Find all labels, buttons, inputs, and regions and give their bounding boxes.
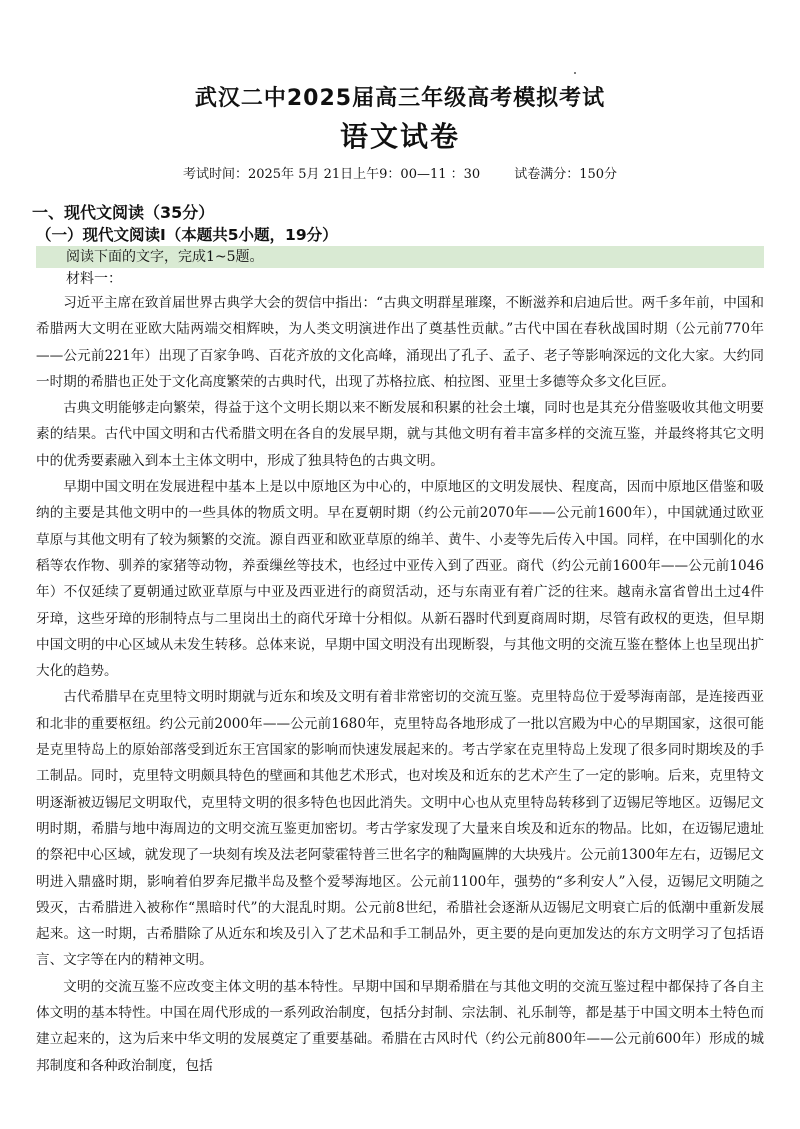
full-score: 试卷满分：150分: [514, 167, 618, 182]
exam-title: 武汉二中2025届高三年级高考模拟考试: [194, 86, 606, 111]
reading-instruction: 阅读下面的文字，完成1~5题。: [36, 246, 764, 268]
exam-time: 考试时间：2025年 5月 21日上午9：00—11 ：30: [182, 167, 481, 182]
paragraph: 古典文明能够走向繁荣，得益于这个文明长期以来不断发展和积累的社会土壤，同时也是其充分借鉴吸收其他文明要素的结果。古代中国文明和古代希腊文明在各自的发展早期，就与其他文明有着丰富多样的交流互鉴，并最终将其它文明中的优秀要素融入到本土主体文明中，形成了独具特色的古典文明。: [36, 400, 764, 469]
subsection-heading: （一）现代文阅读Ⅰ（本题共5小题，19分）: [36, 226, 338, 244]
paragraph: 早期中国文明在发展进程中基本上是以中原地区为中心的，中原地区的文明发展快、程度高，因而中原地区借鉴和吸纳的主要是其他文明中的一些具体的物质文明。早在夏朝时期（约公元前2070年——公元前1600年），中国就通过欧亚草原与其他文明有了较为频繁的交流。源自西亚和欧亚草原的绵羊、黄牛、小麦等先后传入中国。同样，在中国驯化的水稻等农作物、驯养的家猪等动物，养蚕缫丝等技术，也经过中亚传入到了西亚。商代（约公元前1600年——公元前1046年）不仅延续了夏朝通过欧亚草原与中亚及西亚进行的商贸活动，还与东南亚有着广泛的往来。越南永富省曾出土过4件牙璋，这些牙璋的形制特点与二里岗出土的商代牙璋十分相似。从新石器时代到夏商周时期，尽管有政权的更迭，但早期中国文明的中心区域从未发生转移。总体来说，早期中国文明没有出现断裂，与其他文明的交流互鉴在整体上也呈现出扩大化的趋势。: [36, 479, 764, 680]
section-heading: 一、现代文阅读（35分）: [32, 203, 215, 222]
paragraph: 习近平主席在致首届世界古典学大会的贺信中指出：“古典文明群星璀璨，不断滋养和启迪后世。两千多年前，中国和希腊两大文明在亚欧大陆两端交相辉映，为人类文明演进作出了奠基性贡献。”古代中国在春秋战国时期（公元前770年——公元前221年）出现了百家争鸣、百花齐放的文化高峰，涌现出了孔子、孟子、老子等影响深远的文化大家。大约同一时期的希腊也正处于文化高度繁荣的古典时代，出现了苏格拉底、柏拉图、亚里士多德等众多文化巨匠。: [36, 295, 764, 390]
paragraph: 古代希腊早在克里特文明时期就与近东和埃及文明有着非常密切的交流互鉴。克里特岛位于爱琴海南部，是连接西亚和北非的重要枢纽。约公元前2000年——公元前1680年，克里特岛各地形成了一批以宫殿为中心的早期国家，这很可能是克里特岛上的原始部落受到近东王宫国家的影响而快速发展起来的。考古学家在克里特岛上发现了很多同时期埃及的手工制品。同时，克里特文明颇具特色的壁画和其他艺术形式，也对埃及和近东的艺术产生了一定的影响。后来，克里特文明逐渐被迈锡尼文明取代，克里特文明的很多特色也因此消失。文明中心也从克里特岛转移到了迈锡尼等地区。迈锡尼文明时期，希腊与地中海周边的文明交流互鉴更加密切。考古学家发现了大量来自埃及和近东的物品。比如，在迈锡尼遗址的祭祀中心区域，就发现了一块刻有埃及法老阿蒙霍特普三世名字的釉陶匾牌的大块残片。公元前1300年左右，迈锡尼文明进入鼎盛时期，影响着伯罗奔尼撒半岛及整个爱琴海地区。公元前1100年，强势的“多利安人”入侵，迈锡尼文明随之毁灭，古希腊进入被称作“黑暗时代”的大混乱时期。公元前8世纪，希腊社会逐渐从迈锡尼文明衰亡后的低潮中重新发展起来。这一时期，古希腊除了从近东和埃及引入了艺术品和手工制品外，更主要的是向更加发达的东方文明学习了包括语言、文字等在内的精神文明。: [36, 689, 764, 969]
paper-title: 语文试卷: [339, 120, 460, 153]
exam-info-line: [36, 162, 764, 188]
decorative-dot: [574, 72, 576, 74]
paragraph: 文明的交流互鉴不应改变主体文明的基本特性。早期中国和早期希腊在与其他文明的交流互鉴过程中都保持了各自主体文明的基本特性。中国在周代形成的一系列政治制度，包括分封制、宗法制、礼乐制等，都是基于中国文明本土特色而建立起来的，这为后来中华文明的发展奠定了重要基础。希腊在古风时代（约公元前800年——公元前600年）形成的城邦制度和各种政治制度，包括: [36, 978, 764, 1074]
material-label: 材料一：: [66, 271, 122, 287]
